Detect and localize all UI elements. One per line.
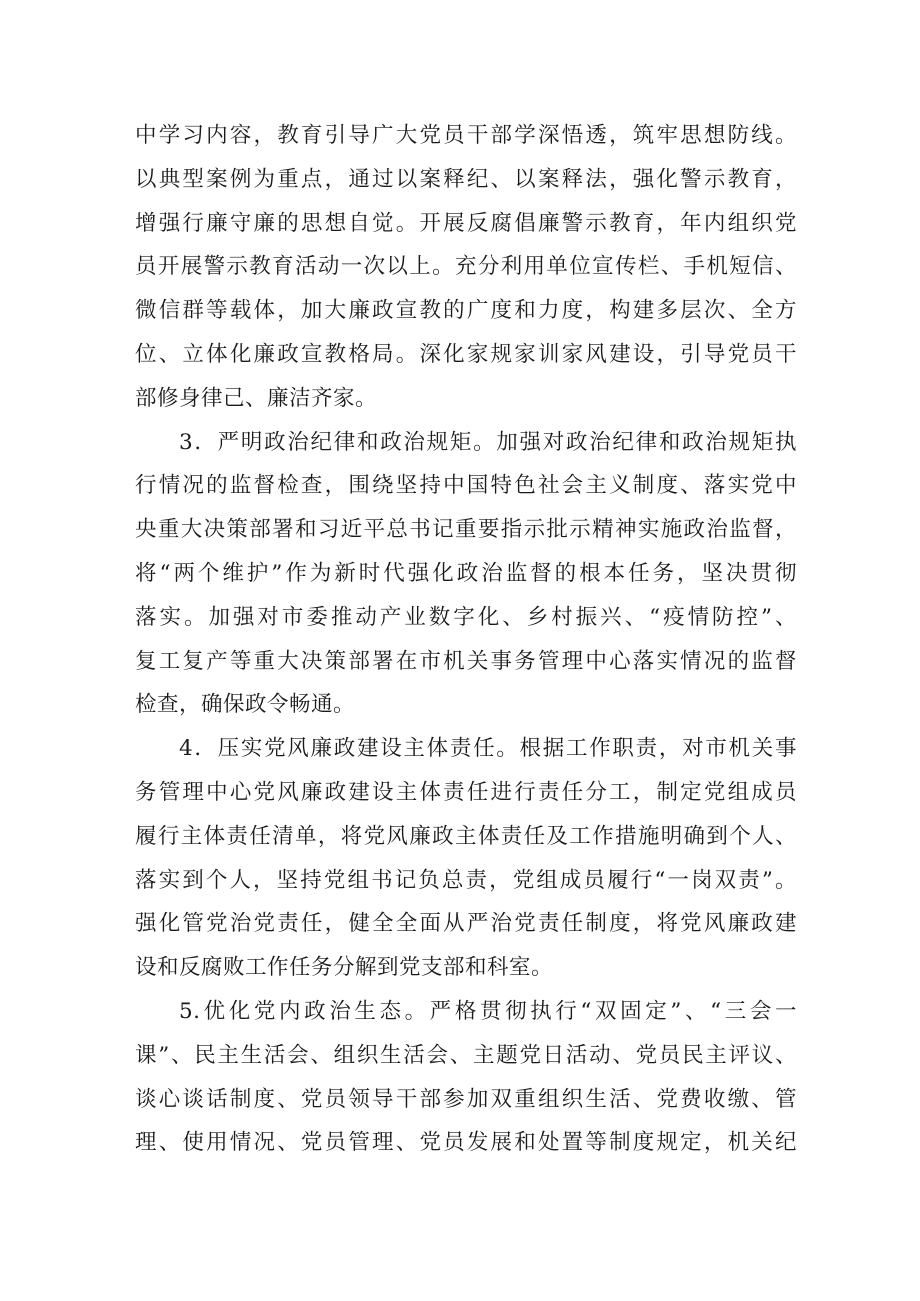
text-line: 部修身律己、廉洁齐家。 — [135, 385, 378, 411]
text-line: 谈心谈话制度、党员领导干部参加双重组织生活、党费收缴、管 — [135, 1086, 797, 1112]
text-line: 将“两个维护”作为新时代强化政治监督的根本任务，坚决贯彻 — [135, 560, 797, 586]
text-line: 5.优化党内政治生态。严格贯彻执行“双固定”、“三会一 — [179, 998, 797, 1024]
text-line: 理、使用情况、党员管理、党员发展和处置等制度规定，机关纪 — [135, 1130, 797, 1156]
text-line: 央重大决策部署和习近平总书记重要指示批示精神实施政治监督， — [135, 517, 797, 543]
text-line: 履行主体责任清单，将党风廉政主体责任及工作措施明确到个人、 — [135, 823, 797, 849]
paragraph-item-5 — [135, 990, 797, 1165]
text-line: 位、立体化廉政宣教格局。深化家规家训家风建设，引导党员干 — [135, 341, 797, 367]
paragraph-item-4 — [135, 727, 797, 990]
text-line: 落实到个人，坚持党组书记负总责，党组成员履行“一岗双责”。 — [135, 867, 797, 893]
text-line: 微信群等载体，加大廉政宣教的广度和力度，构建多层次、全方 — [135, 298, 797, 324]
paragraph-item-3 — [135, 421, 797, 728]
document-body — [135, 114, 797, 1165]
text-line: 检查，确保政令畅通。 — [135, 692, 356, 718]
text-line: 课”、民主生活会、组织生活会、主题党日活动、党员民主评议、 — [135, 1042, 797, 1068]
text-line: 4．压实党风廉政建设主体责任。根据工作职责，对市机关事 — [179, 736, 797, 762]
text-line: 3．严明政治纪律和政治规矩。加强对政治纪律和政治规矩执 — [179, 429, 797, 455]
paragraph-continued — [135, 114, 797, 421]
text-line: 员开展警示教育活动一次以上。充分利用单位宣传栏、手机短信、 — [135, 254, 797, 280]
text-line: 行情况的监督检查，围绕坚持中国特色社会主义制度、落实党中 — [135, 473, 797, 499]
text-line: 增强行廉守廉的思想自觉。开展反腐倡廉警示教育，年内组织党 — [135, 210, 797, 236]
text-line: 落实。加强对市委推动产业数字化、乡村振兴、“疫情防控”、 — [135, 604, 797, 630]
text-line: 强化管党治党责任，健全全面从严治党责任制度，将党风廉政建 — [135, 911, 797, 937]
text-line: 复工复产等重大决策部署在市机关事务管理中心落实情况的监督 — [135, 648, 797, 674]
text-line: 中学习内容，教育引导广大党员干部学深悟透，筑牢思想防线。 — [135, 123, 797, 148]
text-line: 设和反腐败工作任务分解到党支部和科室。 — [135, 955, 554, 981]
text-line: 以典型案例为重点，通过以案释纪、以案释法，强化警示教育， — [135, 166, 797, 192]
text-line: 务管理中心党风廉政建设主体责任进行责任分工，制定党组成员 — [135, 779, 797, 805]
